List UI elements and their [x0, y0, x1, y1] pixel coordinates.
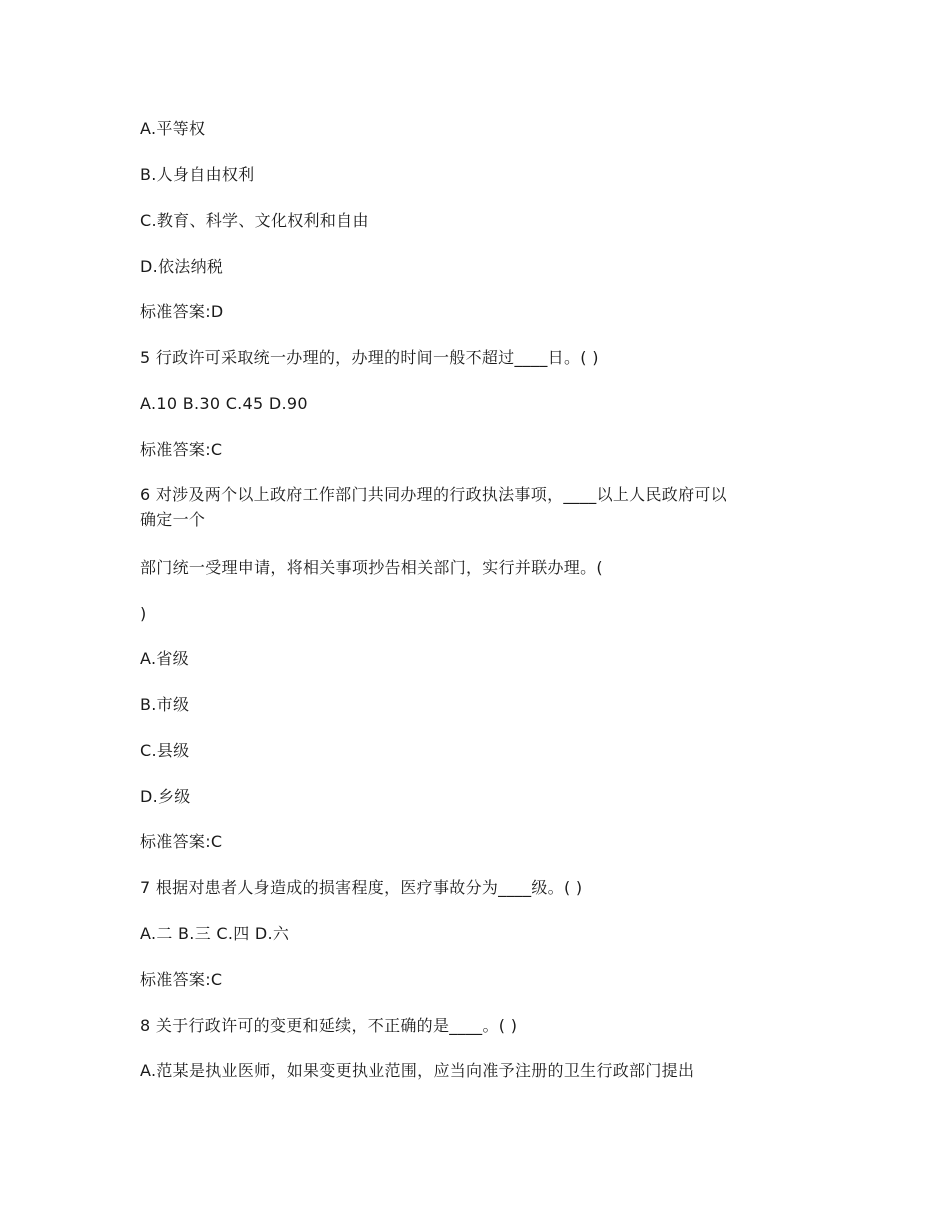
answer-q6: 标准答案:C [140, 832, 223, 851]
option-d-q6: D.乡级 [140, 787, 191, 806]
question-6-line-2: 确定一个 [140, 510, 206, 529]
question-7: 7 根据对患者人身造成的损害程度，医疗事故分为____级。( ) [140, 878, 583, 897]
answer-q5: 标准答案:C [140, 440, 223, 459]
options-q5: A.10 B.30 C.45 D.90 [140, 394, 308, 413]
question-6-line-4: ) [140, 604, 147, 623]
option-a-q6: A.省级 [140, 649, 189, 668]
option-a-q8: A.范某是执业医师，如果变更执业范围，应当向准予注册的卫生行政部门提出 [140, 1061, 695, 1080]
option-b-q4: B.人身自由权利 [140, 165, 255, 184]
question-5: 5 行政许可采取统一办理的，办理的时间一般不超过____日。( ) [140, 348, 599, 367]
option-c-q4: C.教育、科学、文化权利和自由 [140, 211, 369, 230]
option-d-q4: D.依法纳税 [140, 257, 224, 276]
options-q7: A.二 B.三 C.四 D.六 [140, 924, 290, 943]
option-b-q6: B.市级 [140, 695, 190, 714]
option-c-q6: C.县级 [140, 741, 190, 760]
question-6-line-3: 部门统一受理申请，将相关事项抄告相关部门，实行并联办理。( [140, 558, 603, 577]
answer-q4: 标准答案:D [140, 302, 224, 321]
answer-q7: 标准答案:C [140, 970, 223, 989]
option-a-q4: A.平等权 [140, 119, 206, 138]
question-8: 8 关于行政许可的变更和延续，不正确的是____。( ) [140, 1016, 518, 1035]
question-6-line-1: 6 对涉及两个以上政府工作部门共同办理的行政执法事项，____以上人民政府可以 [140, 485, 727, 504]
